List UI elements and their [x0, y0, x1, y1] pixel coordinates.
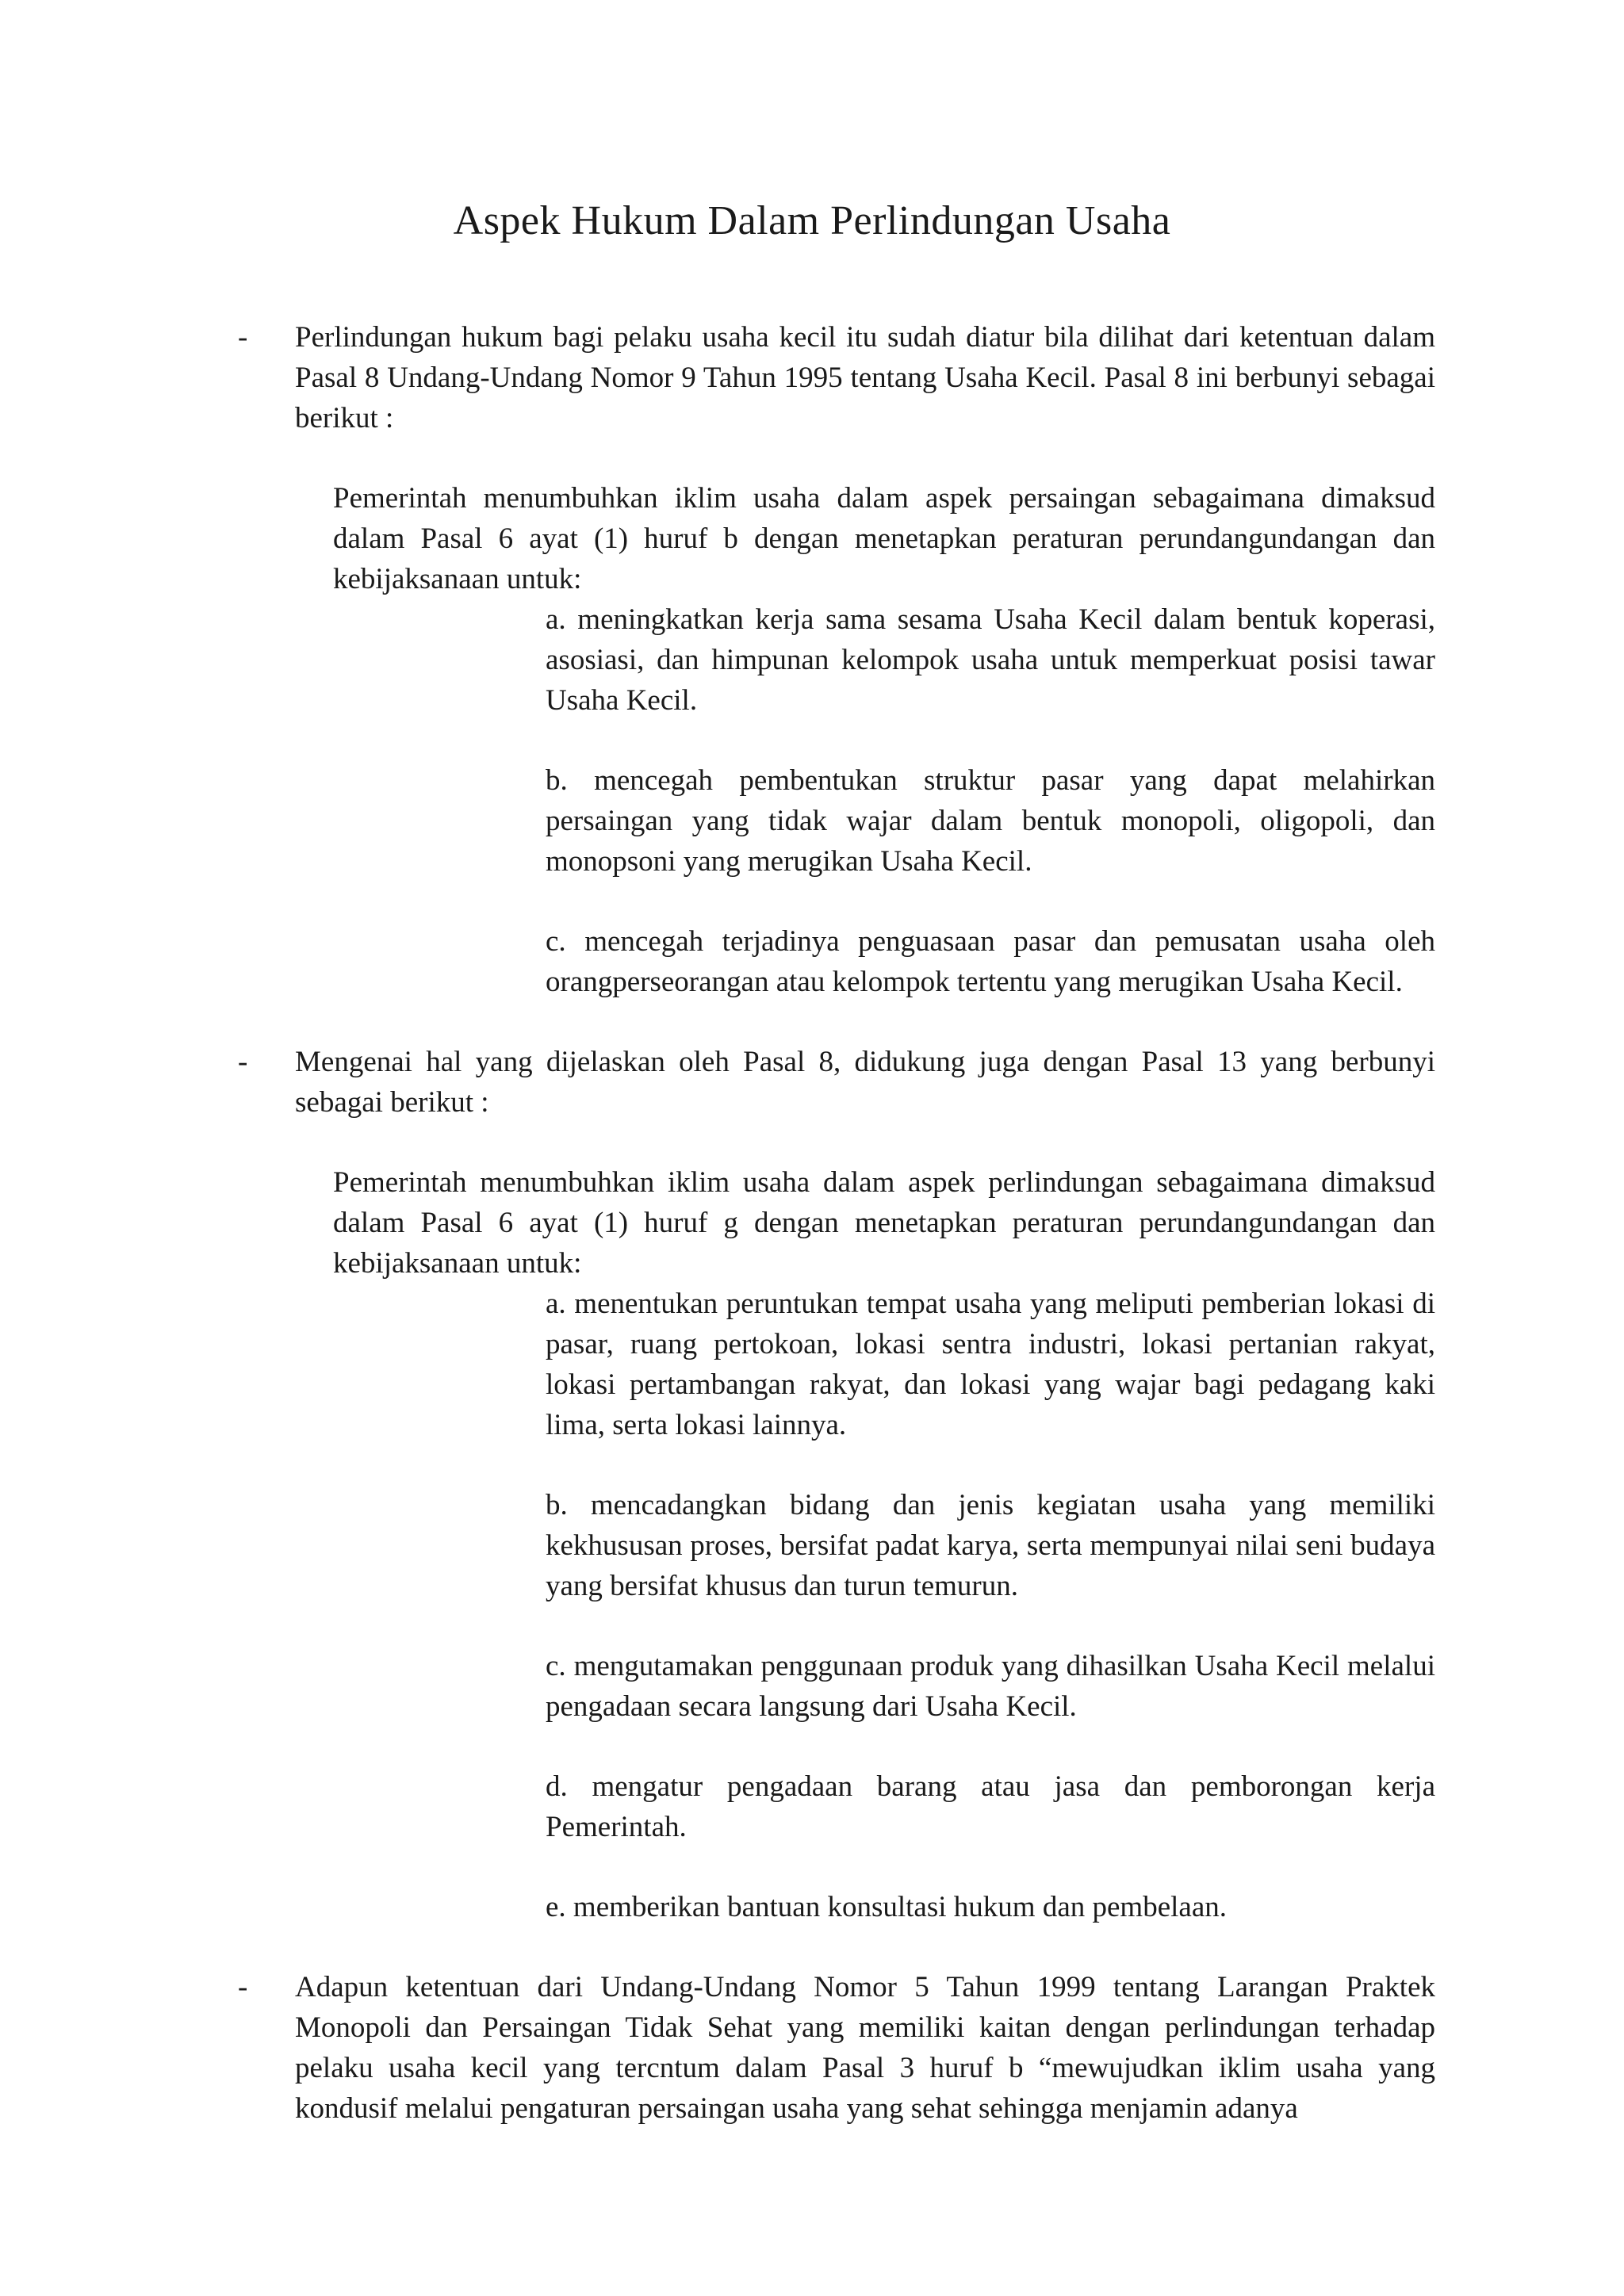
list-item: c. mengutamakan penggunaan produk yang dihasilkan Usaha Kecil melalui pengadaan secara langsung dari Usaha Kecil.: [546, 1650, 1435, 1723]
document-body: [238, 317, 1435, 2129]
quoted-article-pasal-13: [333, 1162, 1435, 1927]
bullet-paragraph: Mengenai hal yang dijelaskan oleh Pasal 8, didukung juga dengan Pasal 13 yang berbunyi sebagai berikut :: [295, 1046, 1435, 1119]
list-item: a. menentukan peruntukan tempat usaha yang meliputi pemberian lokasi di pasar, ruang pertokoan, lokasi sentra industri, lokasi pertanian rakyat, lokasi pertambangan rakyat, dan lokasi yang wajar bagi pedagang kaki lima, serta lokasi lainnya.: [546, 1288, 1435, 1441]
article-items-list: [546, 1284, 1435, 1927]
bullet-dash: -: [238, 1971, 248, 2003]
bullet-paragraph: Adapun ketentuan dari Undang-Undang Nomor 5 Tahun 1999 tentang Larangan Praktek Monopoli dan Persaingan Tidak Sehat yang memiliki kaitan dengan perlindungan terhadap pelaku usaha kecil yang tercntum dalam Pasal 3 huruf b “mewujudkan iklim usaha yang kondusif melalui pengaturan persaingan usaha yang sehat sehingga menjamin adanya: [295, 1971, 1435, 2125]
quoted-paragraph: Pemerintah menumbuhkan iklim usaha dalam aspek perlindungan sebagaimana dimaksud dalam Pasal 6 ayat (1) huruf g dengan menetapkan peraturan perundangundangan dan kebijaksanaan untuk:: [333, 1166, 1435, 1280]
quoted-article-pasal-8: [333, 478, 1435, 1002]
list-item: c. mencegah terjadinya penguasaan pasar dan pemusatan usaha oleh orangperseorangan atau kelompok tertentu yang merugikan Usaha Kecil.: [546, 925, 1435, 998]
bullet-uu-5-1999: [238, 1967, 1435, 2129]
bullet-pasal-8: [238, 317, 1435, 438]
list-item: b. mencegah pembentukan struktur pasar yang dapat melahirkan persaingan yang tidak wajar dalam bentuk monopoli, oligopoli, dan monopsoni yang merugikan Usaha Kecil.: [546, 764, 1435, 878]
list-item: d. mengatur pengadaan barang atau jasa dan pemborongan kerja Pemerintah.: [546, 1770, 1435, 1843]
list-item: a. meningkatkan kerja sama sesama Usaha Kecil dalam bentuk koperasi, asosiasi, dan himpunan kelompok usaha untuk memperkuat posisi tawar Usaha Kecil.: [546, 603, 1435, 717]
bullet-dash: -: [238, 1046, 248, 1078]
list-item: b. mencadangkan bidang dan jenis kegiatan usaha yang memiliki kekhususan proses, bersifat padat karya, serta mempunyai nilai seni budaya yang bersifat khusus dan turun temurun.: [546, 1489, 1435, 1602]
article-items-list: [546, 599, 1435, 1002]
bullet-pasal-13: [238, 1042, 1435, 1123]
bullet-paragraph: Perlindungan hukum bagi pelaku usaha kecil itu sudah diatur bila dilihat dari ketentuan dalam Pasal 8 Undang-Undang Nomor 9 Tahun 1995 tentang Usaha Kecil. Pasal 8 ini berbunyi sebagai berikut :: [295, 321, 1435, 434]
list-item: e. memberikan bantuan konsultasi hukum dan pembelaan.: [546, 1891, 1227, 1923]
document-title: Aspek Hukum Dalam Perlindungan Usaha: [453, 198, 1171, 243]
quoted-paragraph: Pemerintah menumbuhkan iklim usaha dalam aspek persaingan sebagaimana dimaksud dalam Pasal 6 ayat (1) huruf b dengan menetapkan peraturan perundangundangan dan kebijaksanaan untuk:: [333, 482, 1435, 595]
bullet-dash: -: [238, 321, 248, 354]
